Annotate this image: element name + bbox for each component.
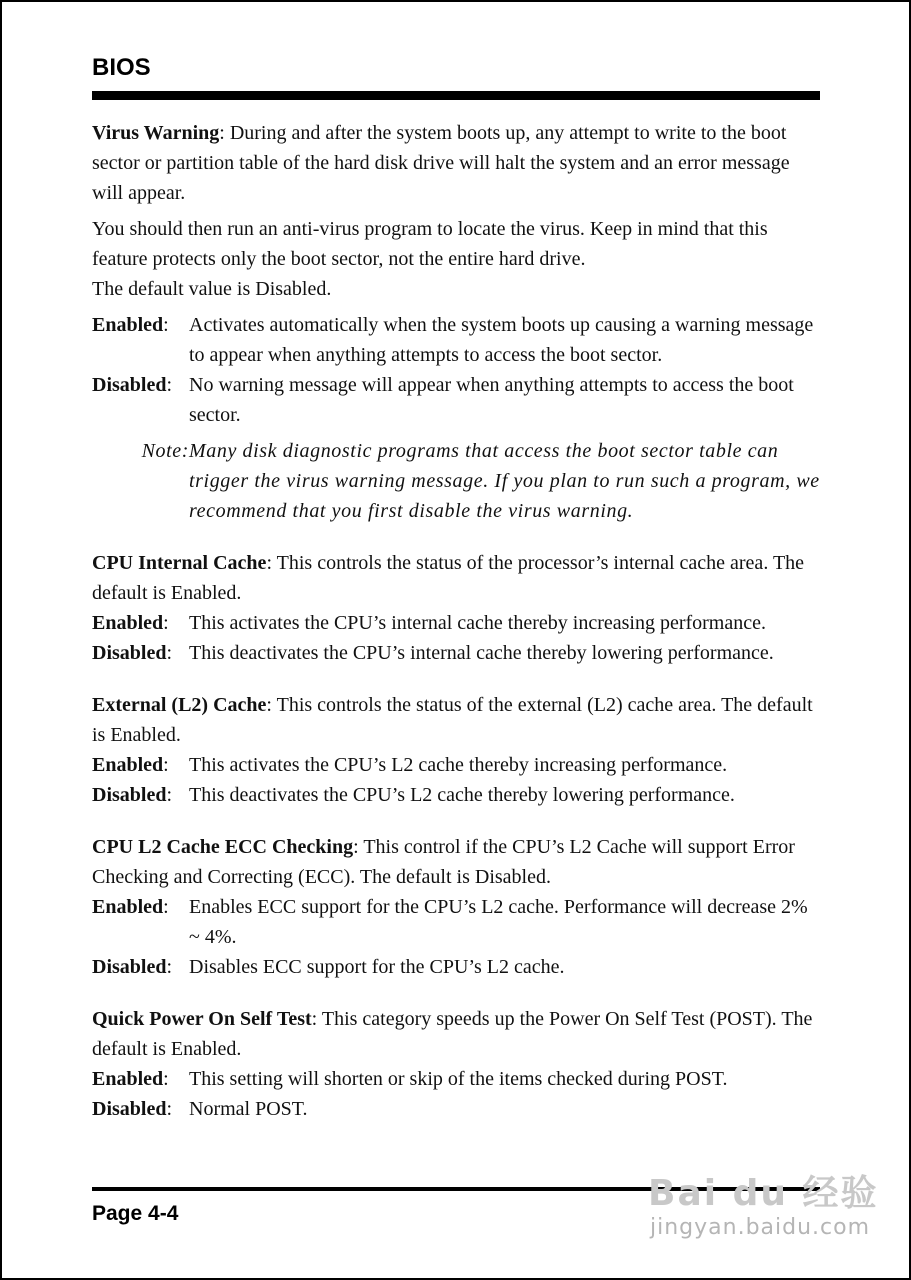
- cpu-cache-term: CPU Internal Cache: [92, 552, 267, 574]
- cpu-cache-enabled-text: This activates the CPU’s internal cache thereby increasing performance.: [189, 612, 766, 634]
- virus-warning-para2: You should then run an anti-virus program to locate the virus. Keep in mind that this feature protects only the boot sector, not the entire hard drive.: [92, 218, 768, 270]
- virus-enabled-text: Activates automatically when the system boots up causing a warning message to appear when anything attempts to access the boot sector.: [189, 314, 814, 366]
- page-border-top: [0, 0, 911, 2]
- virus-disabled-label: Disabled:: [92, 374, 173, 396]
- post-intro: [92, 1004, 822, 1064]
- cpu-cache-enabled-option: [92, 608, 822, 638]
- post-enabled-text: This setting will shorten or skip of the items checked during POST.: [189, 1068, 728, 1090]
- ecc-term: CPU L2 Cache ECC Checking: [92, 836, 354, 858]
- post-desc: : This category speeds up the Power On Self Test (POST). The default is Enabled.: [92, 1008, 813, 1060]
- virus-enabled-label: Enabled:: [92, 314, 169, 336]
- header-rule: [92, 91, 820, 100]
- ext-cache-desc: : This controls the status of the external (L2) cache area. The default is Enabled.: [92, 694, 813, 746]
- ext-cache-disabled-option: [92, 780, 822, 810]
- cpu-cache-disabled-label: Disabled:: [92, 642, 173, 664]
- virus-disabled-option: [92, 370, 822, 430]
- page-border-left: [0, 0, 2, 1280]
- document-body: [92, 118, 822, 1124]
- post-enabled-option: [92, 1064, 822, 1094]
- post-disabled-option: [92, 1094, 822, 1124]
- cpu-cache-desc: : This controls the status of the processor’s internal cache area. The default is Enabled.: [92, 552, 805, 604]
- virus-warning-term: Virus Warning: [92, 122, 220, 144]
- post-disabled-text: Normal POST.: [189, 1098, 308, 1120]
- ext-cache-intro: [92, 690, 822, 750]
- page-header-title: BIOS: [92, 54, 151, 81]
- ecc-intro: [92, 832, 822, 892]
- virus-enabled-option: [92, 310, 822, 370]
- ext-cache-enabled-option: [92, 750, 822, 780]
- ext-cache-enabled-text: This activates the CPU’s L2 cache thereby increasing performance.: [189, 754, 728, 776]
- cpu-cache-disabled-text: This deactivates the CPU’s internal cache thereby lowering performance.: [189, 642, 774, 664]
- ext-cache-enabled-label: Enabled:: [92, 754, 169, 776]
- ext-cache-disabled-label: Disabled:: [92, 784, 173, 806]
- ecc-enabled-text: Enables ECC support for the CPU’s L2 cache. Performance will decrease 2% ~ 4%.: [189, 896, 808, 948]
- cpu-cache-enabled-label: Enabled:: [92, 612, 169, 634]
- post-enabled-label: Enabled:: [92, 1068, 169, 1090]
- virus-note-text: Many disk diagnostic programs that access the boot sector table can trigger the virus warning message. If you plan to run such a program, we recommend that you first disable the virus warning.: [189, 440, 820, 522]
- ecc-desc: : This control if the CPU’s L2 Cache will support Error Checking and Correcting (ECC). The default is Disabled.: [92, 836, 795, 888]
- ecc-enabled-option: [92, 892, 822, 952]
- virus-note-label: Note:: [141, 440, 189, 462]
- virus-note: [92, 436, 822, 526]
- ecc-disabled-label: Disabled:: [92, 956, 173, 978]
- watermark-url: jingyan.baidu.com: [650, 1215, 871, 1240]
- virus-warning-default: The default value is Disabled.: [92, 278, 332, 300]
- virus-disabled-text: No warning message will appear when anything attempts to access the boot sector.: [189, 374, 794, 426]
- post-disabled-label: Disabled:: [92, 1098, 173, 1120]
- page-number: Page 4-4: [92, 1202, 179, 1225]
- watermark-logo: Bai du 经验: [648, 1173, 879, 1214]
- ext-cache-disabled-text: This deactivates the CPU’s L2 cache thereby lowering performance.: [189, 784, 735, 806]
- cpu-cache-disabled-option: [92, 638, 822, 668]
- ecc-disabled-option: [92, 952, 822, 982]
- virus-warning-desc: : During and after the system boots up, any attempt to write to the boot sector or partition table of the hard disk drive will halt the system and an error message will appear.: [92, 122, 790, 204]
- virus-warning-intro: [92, 118, 822, 208]
- ext-cache-term: External (L2) Cache: [92, 694, 267, 716]
- cpu-cache-intro: [92, 548, 822, 608]
- ecc-enabled-label: Enabled:: [92, 896, 169, 918]
- ecc-disabled-text: Disables ECC support for the CPU’s L2 cache.: [189, 956, 565, 978]
- post-term: Quick Power On Self Test: [92, 1008, 312, 1030]
